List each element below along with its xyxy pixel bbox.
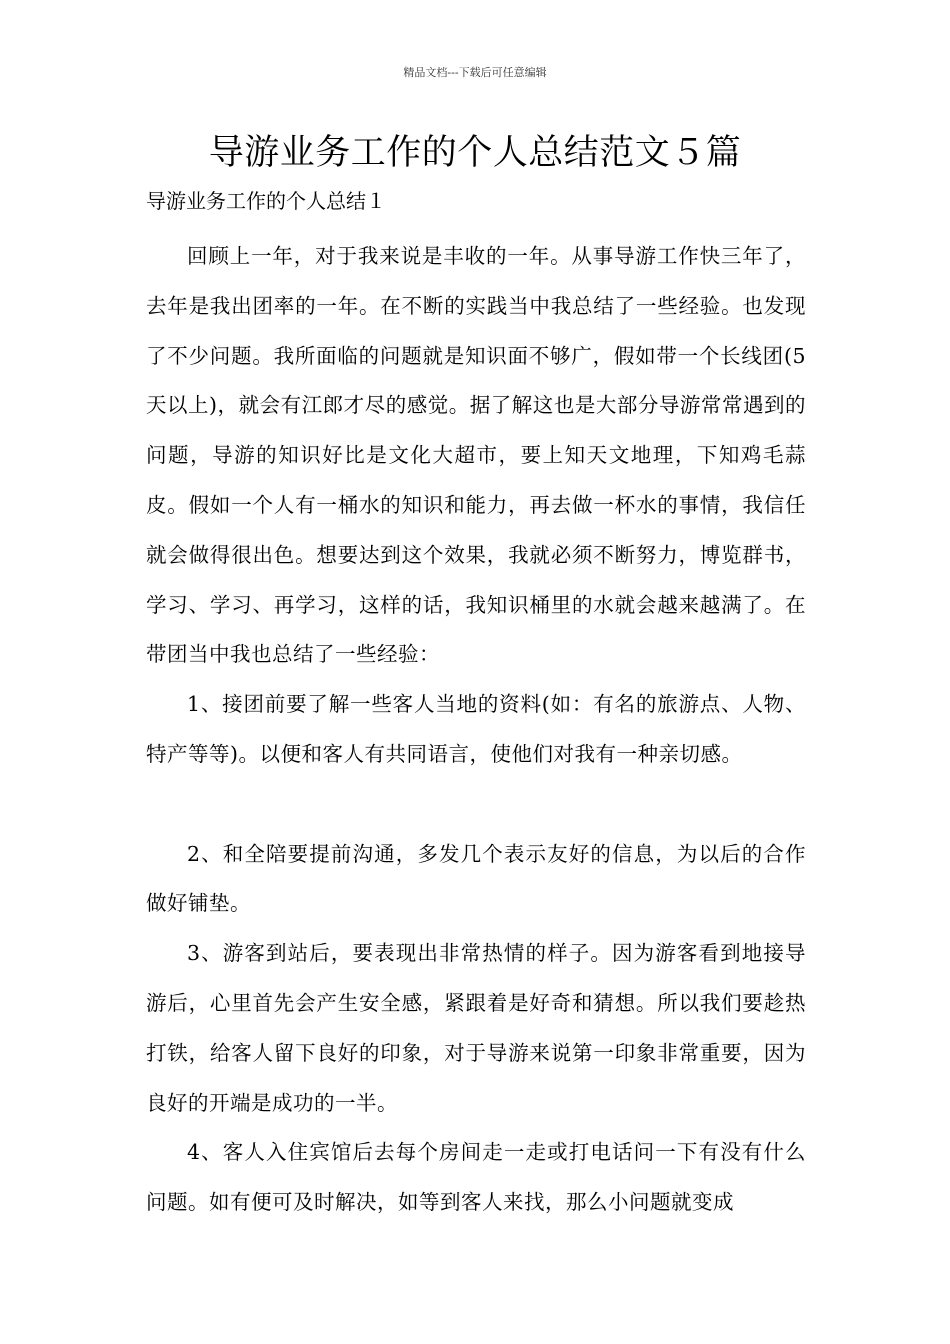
paragraph-item-2: 2、和全陪要提前沟通，多发几个表示友好的信息，为以后的合作做好铺垫。 bbox=[146, 841, 806, 916]
section-title: 导游业务工作的个人总结１ bbox=[146, 189, 386, 213]
header-watermark: 精品文档---下载后可任意编辑 bbox=[403, 66, 547, 79]
paragraph-spacer bbox=[146, 780, 806, 830]
document-title: 导游业务工作的个人总结范文５篇 bbox=[208, 133, 742, 173]
paragraph-item-3: 3、游客到站后，要表现出非常热情的样子。因为游客看到地接导游后，心里首先会产生安全感，紧跟着是好奇和猜想。所以我们要趁热打铁，给客人留下良好的印象，对于导游来说第一印象非常重要，因为良好的开端是成功的一半。 bbox=[146, 941, 806, 1115]
document-body bbox=[146, 232, 806, 1228]
paragraph-intro: 回顾上一年，对于我来说是丰收的一年。从事导游工作快三年了，去年是我出团率的一年。在不断的实践当中我总结了一些经验。也发现了不少问题。我所面临的问题就是知识面不够广，假如带一个长线团(5天以上)，就会有江郎才尽的感觉。据了解这也是大部分导游常常遇到的问题，导游的知识好比是文化大超市，要上知天文地理，下知鸡毛蒜皮。假如一个人有一桶水的知识和能力，再去做一杯水的事情，我信任就会做得很出色。想要达到这个效果，我就必须不断努力，博览群书，学习、学习、再学习，这样的话，我知识桶里的水就会越来越满了。在带团当中我也总结了一些经验： bbox=[146, 244, 806, 667]
paragraph-item-4: 4、客人入住宾馆后去每个房间走一走或打电话问一下有没有什么问题。如有便可及时解决，如等到客人来找，那么小问题就变成 bbox=[146, 1140, 806, 1215]
paragraph-item-1: 1、接团前要了解一些客人当地的资料(如：有名的旅游点、人物、特产等等)。以便和客人有共同语言，使他们对我有一种亲切感。 bbox=[146, 692, 806, 766]
